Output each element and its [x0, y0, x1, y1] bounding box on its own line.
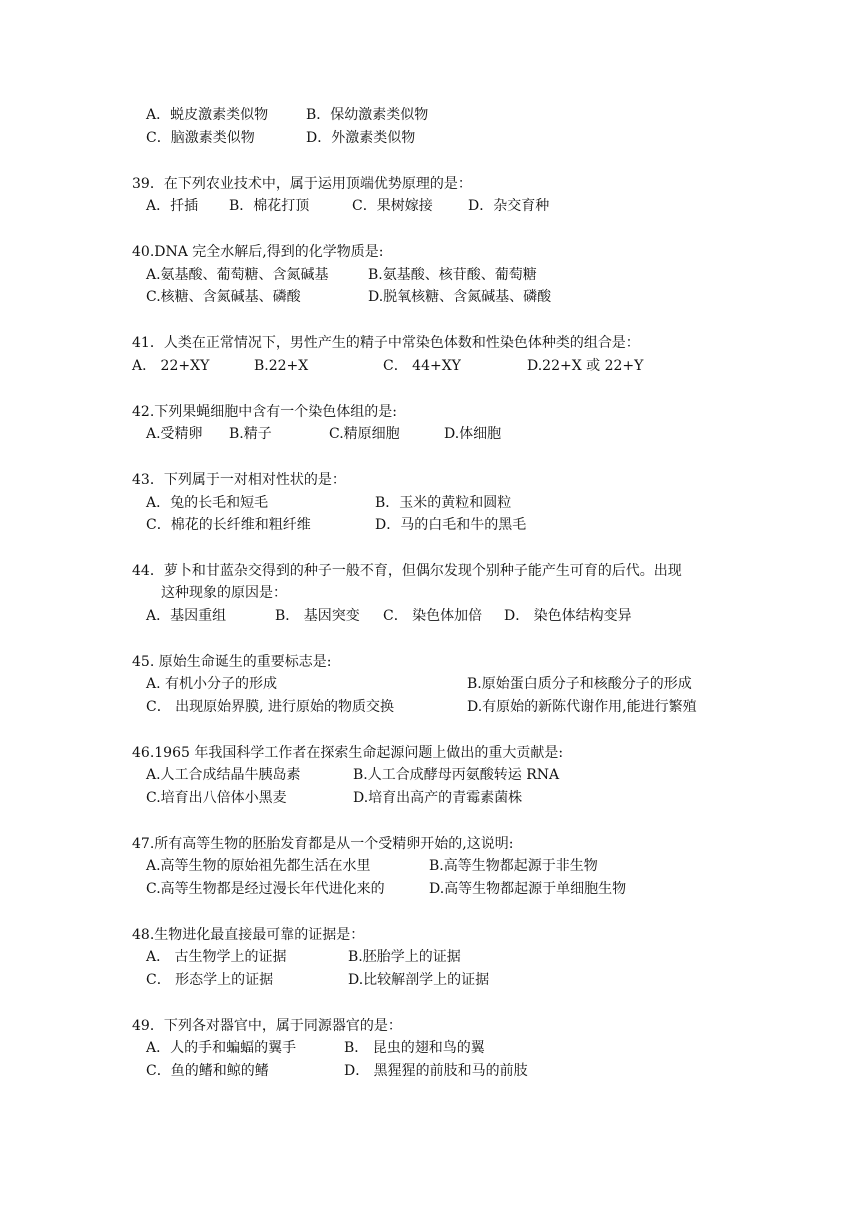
- q47-option-a: A.高等生物的原始祖先都生活在水里: [146, 858, 371, 874]
- q47-option-c: C.高等生物都是经过漫长年代进化来的: [146, 881, 385, 897]
- q47-option-d: D.高等生物都起源于单细胞生物: [429, 881, 627, 897]
- q48-stem-text: 48.生物进化最直接最可靠的证据是：: [132, 927, 365, 943]
- q48-option-c: C． 形态学上的证据: [146, 972, 274, 988]
- q44-stem-text: 44．萝卜和甘蓝杂交得到的种子一般不育，但偶尔发现个别种子能产生可育的后代。出现: [132, 563, 682, 579]
- q42-option-d: D.体细胞: [444, 426, 502, 442]
- q38-option-d: D．外激素类似物: [306, 130, 416, 146]
- q41-stem-text: 41．人类在正常情况下，男性产生的精子中常染色体数和性染色体种类的组合是：: [132, 335, 640, 351]
- q39-option-c: C．果树嫁接: [352, 198, 433, 214]
- q43-option-c: C．棉花的长纤维和粗纤维: [146, 517, 311, 533]
- q49-stem-text: 49．下列各对器官中，属于同源器官的是：: [132, 1018, 402, 1034]
- q43-option-a: A．兔的长毛和短毛: [146, 495, 269, 511]
- q39-option-a: A．扦插: [146, 198, 199, 214]
- q39-stem-text: 39．在下列农业技术中，属于运用顶端优势原理的是：: [132, 176, 472, 192]
- q41-option-b: B.22+X: [254, 358, 309, 374]
- q42-option-b: B.精子: [229, 426, 272, 442]
- q40-option-d: D.脱氧核糖、含氮碱基、磷酸: [368, 289, 552, 305]
- q49-option-d: D． 黑猩猩的前肢和马的前肢: [344, 1063, 528, 1079]
- q45-option-b: B.原始蛋白质分子和核酸分子的形成: [467, 676, 692, 692]
- q44-option-a: A．基因重组: [146, 608, 227, 624]
- q41-option-a: A． 22+XY: [132, 358, 210, 374]
- q45-option-c: C． 出现原始界膜, 进行原始的物质交换: [146, 699, 395, 715]
- q38-option-a: A．蜕皮激素类似物: [146, 107, 269, 123]
- q45-stem-text: 45. 原始生命诞生的重要标志是:: [132, 654, 332, 670]
- q42-option-c: C.精原细胞: [329, 426, 400, 442]
- q40-option-c: C.核糖、含氮碱基、磷酸: [146, 289, 301, 305]
- q42-option-a: A.受精卵: [146, 426, 203, 442]
- q43-option-d: D．马的白毛和牛的黑毛: [375, 517, 527, 533]
- q40-option-a: A.氨基酸、葡萄糖、含氮碱基: [146, 267, 329, 283]
- q44-stem-cont-text: 这种现象的原因是：: [161, 585, 287, 601]
- q48-option-d: D.比较解剖学上的证据: [348, 972, 490, 988]
- q39-option-d: D．杂交育种: [468, 198, 550, 214]
- q38-option-b: B．保幼激素类似物: [306, 107, 429, 123]
- q46-option-b: B.人工合成酵母丙氨酸转运 RNA: [353, 767, 560, 783]
- q48-option-a: A． 古生物学上的证据: [146, 949, 287, 965]
- q39-option-b: B．棉花打顶: [229, 198, 310, 214]
- q45-option-a: A. 有机小分子的形成: [146, 676, 278, 692]
- q44-option-c: C． 染色体加倍: [383, 608, 483, 624]
- q48-option-b: B.胚胎学上的证据: [348, 949, 461, 965]
- q49-option-b: B． 昆虫的翅和鸟的翼: [344, 1040, 485, 1056]
- q46-stem-text: 46.1965 年我国科学工作者在探索生命起源问题上做出的重大贡献是:: [132, 745, 564, 761]
- q46-option-a: A.人工合成结晶牛胰岛素: [146, 767, 301, 783]
- q47-stem-text: 47.所有高等生物的胚胎发育都是从一个受精卵开始的,这说明:: [132, 836, 514, 852]
- q41-option-c: C． 44+XY: [383, 358, 461, 374]
- q47-option-b: B.高等生物都起源于非生物: [429, 858, 598, 874]
- q38-option-c: C．脑激素类似物: [146, 130, 255, 146]
- q46-option-d: D.培育出高产的青霉素菌株: [353, 790, 523, 806]
- q44-option-d: D． 染色体结构变异: [504, 608, 632, 624]
- q41-option-d: D.22+X 或 22+Y: [527, 358, 644, 374]
- q40-option-b: B.氨基酸、核苷酸、葡萄糖: [368, 267, 537, 283]
- q43-stem-text: 43．下列属于一对相对性状的是：: [132, 472, 346, 488]
- q49-option-a: A．人的手和蝙蝠的翼手: [146, 1040, 297, 1056]
- q44-option-b: B． 基因突变: [275, 608, 360, 624]
- q40-stem-text: 40.DNA 完全水解后,得到的化学物质是:: [132, 244, 384, 260]
- q45-option-d: D.有原始的新陈代谢作用,能进行繁殖: [467, 699, 697, 715]
- q49-option-c: C．鱼的鳍和鲸的鳍: [146, 1063, 269, 1079]
- q42-stem-text: 42.下列果蝇细胞中含有一个染色体组的是:: [132, 404, 397, 420]
- q46-option-c: C.培育出八倍体小黑麦: [146, 790, 287, 806]
- q43-option-b: B．玉米的黄粒和圆粒: [375, 495, 512, 511]
